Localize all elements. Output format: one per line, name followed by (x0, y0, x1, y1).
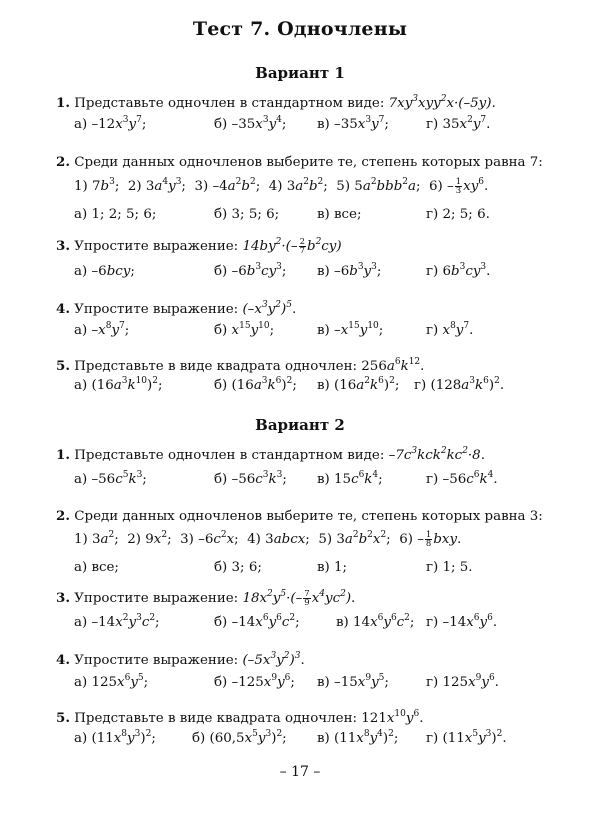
v1-q4-prompt: Упростите выражение: (74, 302, 239, 317)
v1-q2-prompt: Среди данных одночленов выберите те, степень которых равна 7: (74, 155, 543, 170)
v2-q5-option-c[interactable]: в) $(11x^8y^4)^2$; (317, 729, 399, 746)
v2-q3: 3. Упростите выражение: $18x^2y^5\cdot(-$ $\frac{7}{9}$ $x^4yc^2$). (56, 589, 356, 608)
v2-q1-option-c[interactable]: в) $15c^6k^4$; (317, 470, 383, 487)
v1-q2: 2. Среди данных одночленов выберите те, степень которых равна 7: (56, 154, 543, 170)
v1-q1-expression: $7xy^3xyy^2x\cdot(-5y)$ (388, 94, 492, 111)
v2-q1-option-b[interactable]: б) $-56c^3k^3$; (214, 470, 287, 487)
v1-q4-expression: $(-x^3y^2)^5$ (242, 300, 292, 317)
v2-q4-prompt: Упростите выражение: (74, 653, 239, 668)
v2-q2-option-d[interactable]: г) 1; 5. (426, 560, 473, 575)
v1-q4-option-a[interactable]: а) $-x^8y^7$; (74, 321, 130, 338)
v1-q5-prompt: Представьте в виде квадрата одночлен: (74, 359, 358, 374)
v1-q2-option-b[interactable]: б) 3; 5; 6; (214, 207, 280, 222)
v2-q4-option-d[interactable]: г) $125x^9y^6$. (426, 673, 499, 690)
v2-q2-option-c[interactable]: в) 1; (317, 560, 348, 575)
v2-q1-option-a[interactable]: а) $-56c^5k^3$; (74, 470, 147, 487)
v1-q1-option-b[interactable]: б) $-35x^3y^4$; (214, 115, 287, 132)
v1-q4: 4. Упростите выражение: $(-x^3y^2)^5$. (56, 300, 297, 317)
v1-q2-option-d[interactable]: г) 2; 5; 6. (426, 207, 490, 222)
v1-q4-option-b[interactable]: б) $x^{15}y^{10}$; (214, 321, 275, 338)
v1-q3: 3. Упростите выражение: $14by^2\cdot(-$ $\frac{2}{7}$ $b^2cy$) (56, 237, 342, 256)
v2-q3-option-c[interactable]: в) $14x^6y^6c^2$; (336, 613, 415, 630)
v1-q3-option-d[interactable]: г) $6b^3cy^3$. (426, 262, 491, 279)
v2-q4-option-c[interactable]: в) $-15x^9y^5$; (317, 673, 389, 690)
v1-q5: 5. Представьте в виде квадрата одночлен: $256a^6k^{12}$. (56, 357, 425, 374)
v1-q1-option-c[interactable]: в) $-35x^3y^7$; (317, 115, 389, 132)
v2-q3-expression: $18x^2y^5\cdot(-$ $\frac{7}{9}$ $x^4yc^2$) (242, 589, 352, 608)
v2-q4: 4. Упростите выражение: $(-5x^3y^2)^3$. (56, 651, 305, 668)
v2-q5-prompt: Представьте в виде квадрата одночлен: (74, 711, 358, 726)
v1-q4-option-c[interactable]: в) $-x^{15}y^{10}$; (317, 321, 384, 338)
v1-q5-option-c[interactable]: в) $(16a^2k^6)^2$; (317, 376, 400, 393)
v1-q1: 1. Представьте одночлен в стандартном виде: $7xy^3xyy^2x\cdot(-5y)$. (56, 94, 496, 111)
v2-q5-option-b[interactable]: б) $(60,5x^5y^3)^2$; (192, 729, 287, 746)
v2-q2-prompt: Среди данных одночленов выберите те, степень которых равна 3: (74, 509, 543, 524)
v1-q3-expression: $14by^2\cdot(-$ $\frac{2}{7}$ $b^2cy$) (242, 237, 342, 256)
v1-q5-option-d[interactable]: г) $(128a^3k^6)^2$. (414, 376, 505, 393)
page-title: Тест 7. Одночлены (192, 18, 408, 40)
v2-q2: 2. Среди данных одночленов выберите те, степень которых равна 3: (56, 508, 543, 524)
variant-2-heading: Вариант 2 (255, 416, 345, 434)
v2-q5-option-a[interactable]: а) $(11x^8y^3)^2$; (74, 729, 156, 746)
v2-q3-option-b[interactable]: б) $-14x^6y^6c^2$; (214, 613, 300, 630)
v2-q1-prompt: Представьте одночлен в стандартном виде: (74, 448, 385, 463)
v1-q3-prompt: Упростите выражение: (74, 239, 239, 254)
v1-q2-option-c[interactable]: в) все; (317, 207, 362, 222)
variant-1-heading: Вариант 1 (255, 64, 345, 82)
v2-q2-monomials: 1) $3a^2$; 2) $9x^2$; 3) $-6c^2x$; 4) 3abcx; 5) $3a^2b^2x^2$; 6) – $\frac{1}{8}$ bxy. (74, 530, 462, 549)
v2-q4-option-b[interactable]: б) $-125x^9y^6$; (214, 673, 295, 690)
v1-q5-option-a[interactable]: а) $(16a^3k^{10})^2$; (74, 376, 163, 393)
v1-q1-option-d[interactable]: г) $35x^2y^7$. (426, 115, 491, 132)
v2-q1-expression: $-7c^3kck^2kc^2\cdot 8$ (388, 446, 481, 463)
v1-q5-option-b[interactable]: б) $(16a^3k^6)^2$; (214, 376, 297, 393)
v1-q2-monomials: 1) $7b^3$; 2) $3a^4y^3$; 3) $-4a^2b^2$; 4) $3a^2b^2$; 5) $5a^2bbb^2a$; 6) – $\frac{1}{3}$ $xy^6$. (74, 177, 489, 196)
v1-q1-prompt: Представьте одночлен в стандартном виде: (74, 96, 385, 111)
v2-q2-option-b[interactable]: б) 3; 6; (214, 560, 262, 575)
v1-q4-option-d[interactable]: г) $x^8y^7$. (426, 321, 474, 338)
page-number: – 17 – (279, 764, 321, 780)
v2-q2-option-a[interactable]: а) все; (74, 560, 119, 575)
v2-q5-option-d[interactable]: г) $(11x^5y^3)^2$. (426, 729, 507, 746)
v2-q5: 5. Представьте в виде квадрата одночлен: $121x^{10}y^6$. (56, 709, 424, 726)
v2-q4-expression: $(-5x^3y^2)^3$ (242, 651, 301, 668)
v2-q3-option-d[interactable]: г) $-14x^6y^6$. (426, 613, 498, 630)
v2-q4-option-a[interactable]: а) $125x^6y^5$; (74, 673, 149, 690)
v1-q2-option-a[interactable]: а) 1; 2; 5; 6; (74, 207, 157, 222)
v2-q1: 1. Представьте одночлен в стандартном виде: $-7c^3kck^2kc^2\cdot 8$. (56, 446, 485, 463)
v1-q3-option-a[interactable]: а) –6bcy; (74, 264, 135, 279)
v2-q1-option-d[interactable]: г) $-56c^6k^4$. (426, 470, 498, 487)
v1-q3-option-c[interactable]: в) $-6b^3y^3$; (317, 262, 382, 279)
v2-q3-option-a[interactable]: а) $-14x^2y^3c^2$; (74, 613, 160, 630)
v1-q3-option-b[interactable]: б) $-6b^3cy^3$; (214, 262, 287, 279)
v2-q3-prompt: Упростите выражение: (74, 591, 239, 606)
v1-q1-option-a[interactable]: а) $-12x^3y^7$; (74, 115, 147, 132)
